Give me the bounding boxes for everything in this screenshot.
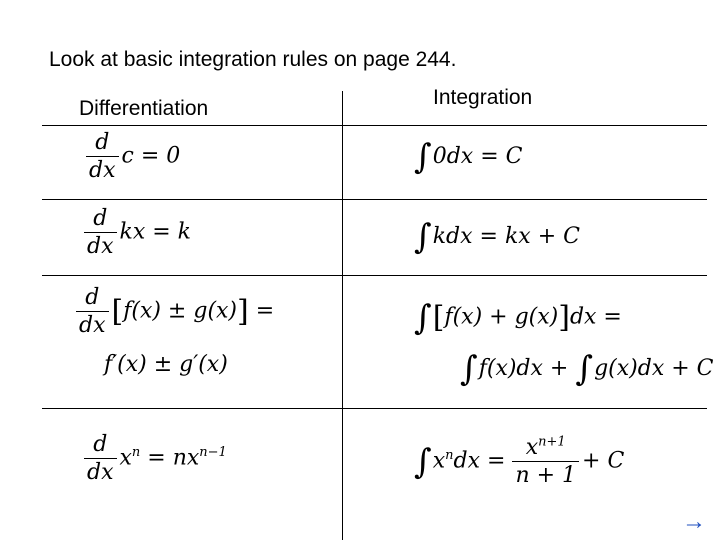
table-rule (42, 408, 707, 409)
sum-rule-integral-result: ∫f(x)dx + ∫g(x)dx + C (460, 349, 714, 389)
sum-rule-derivative-result: f′(x) ± g′(x) (104, 352, 228, 377)
slide-title: Look at basic integration rules on page 244. (49, 48, 457, 71)
constant-multiple-derivative: $\frac{d}{dx}$ kx = k (84, 206, 191, 259)
sum-rule-integral: ∫[f(x) + g(x)]dx = (414, 297, 622, 338)
table-rule (42, 125, 707, 126)
table-rule (42, 199, 707, 200)
next-slide-arrow-icon[interactable]: → (682, 508, 706, 535)
integration-header: Integration (433, 86, 533, 109)
constant-rule-integral: ∫0dx = C (414, 137, 523, 177)
constant-multiple-integral: ∫kdx = kx + C (414, 217, 580, 257)
power-rule-integral: $\int x^ndx$ = $\frac{x^{n+1}}{n + 1}$ + C (414, 434, 625, 488)
table-rule (42, 275, 707, 276)
column-divider (342, 91, 343, 540)
constant-rule-derivative: $\frac{d}{dx}$ c = 0 (86, 130, 180, 183)
differentiation-header: Differentiation (79, 97, 209, 120)
sum-rule-derivative: $\frac{d}{dx}$ [f(x) ± g(x)] = (76, 285, 274, 338)
power-rule-derivative: $\frac{d}{dx}$ $x^n = nx^{n-1}$ (84, 432, 227, 485)
